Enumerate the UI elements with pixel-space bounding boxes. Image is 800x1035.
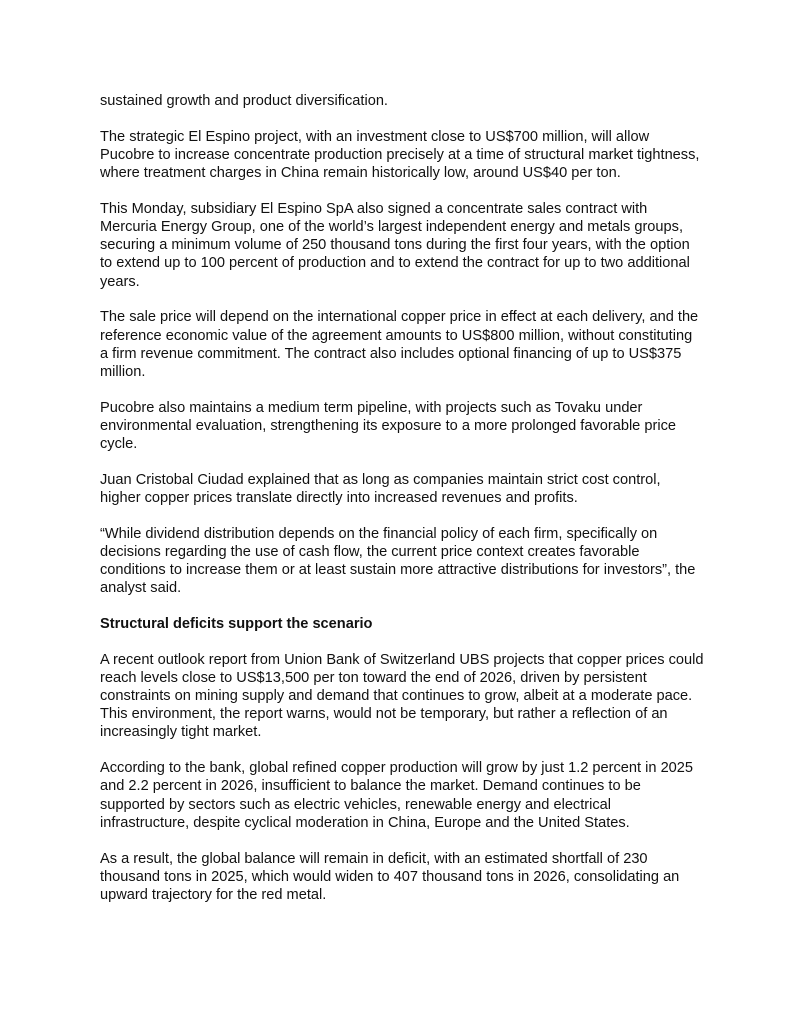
- section-heading: Structural deficits support the scenario: [100, 615, 373, 632]
- paragraph: Juan Cristobal Ciudad explained that as long as companies maintain strict cost control, higher copper prices translate directly into increased revenues and profits.: [100, 471, 661, 506]
- paragraph: Pucobre also maintains a medium term pipeline, with projects such as Tovaku under environmental evaluation, strengthening its exposure to a more prolonged favorable price cycle.: [100, 399, 676, 453]
- paragraph: The sale price will depend on the international copper price in effect at each delivery, and the reference economic value of the agreement amounts to US$800 million, without constituting a firm revenue commitment. The contract also includes optional financing of up to US$375 million.: [100, 309, 699, 380]
- document-page: [100, 92, 704, 922]
- paragraph: As a result, the global balance will remain in deficit, with an estimated shortfall of 230 thousand tons in 2025, which would widen to 407 thousand tons in 2026, consolidating an upward trajectory for the red metal.: [100, 850, 680, 903]
- paragraph: A recent outlook report from Union Bank of Switzerland UBS projects that copper prices could reach levels close to US$13,500 per ton toward the end of 2026, driven by persistent constraints on mining supply and demand that continues to grow, albeit at a moderate pace. This environment, the report warns, would not be temporary, but rather a reflection of an increasingly tight market.: [100, 651, 704, 741]
- paragraph: According to the bank, global refined copper production will grow by just 1.2 percent in 2025 and 2.2 percent in 2026, insufficient to balance the market. Demand continues to be supported by sectors such as electric vehicles, renewable energy and electrical infrastructure, despite cyclical moderation in China, Europe and the United States.: [100, 760, 694, 831]
- paragraph: This Monday, subsidiary El Espino SpA also signed a concentrate sales contract with Mercuria Energy Group, one of the world’s largest independent energy and metals groups, securing a minimum volume of 250 thousand tons during the first four years, with the option to extend up to 100 percent of production and to extend the contract for up to two additional years.: [100, 200, 690, 290]
- paragraph: The strategic El Espino project, with an investment close to US$700 million, will allow Pucobre to increase concentrate production precisely at a time of structural market tightness, where treatment charges in China remain historically low, around US$40 per ton.: [100, 128, 700, 182]
- quote-paragraph: “While dividend distribution depends on the financial policy of each firm, specifically on decisions regarding the use of cash flow, the current price context creates favorable conditions to increase them or at least sustain more attractive distributions for investors”, the analyst said.: [100, 525, 696, 597]
- paragraph: sustained growth and product diversification.: [100, 93, 388, 109]
